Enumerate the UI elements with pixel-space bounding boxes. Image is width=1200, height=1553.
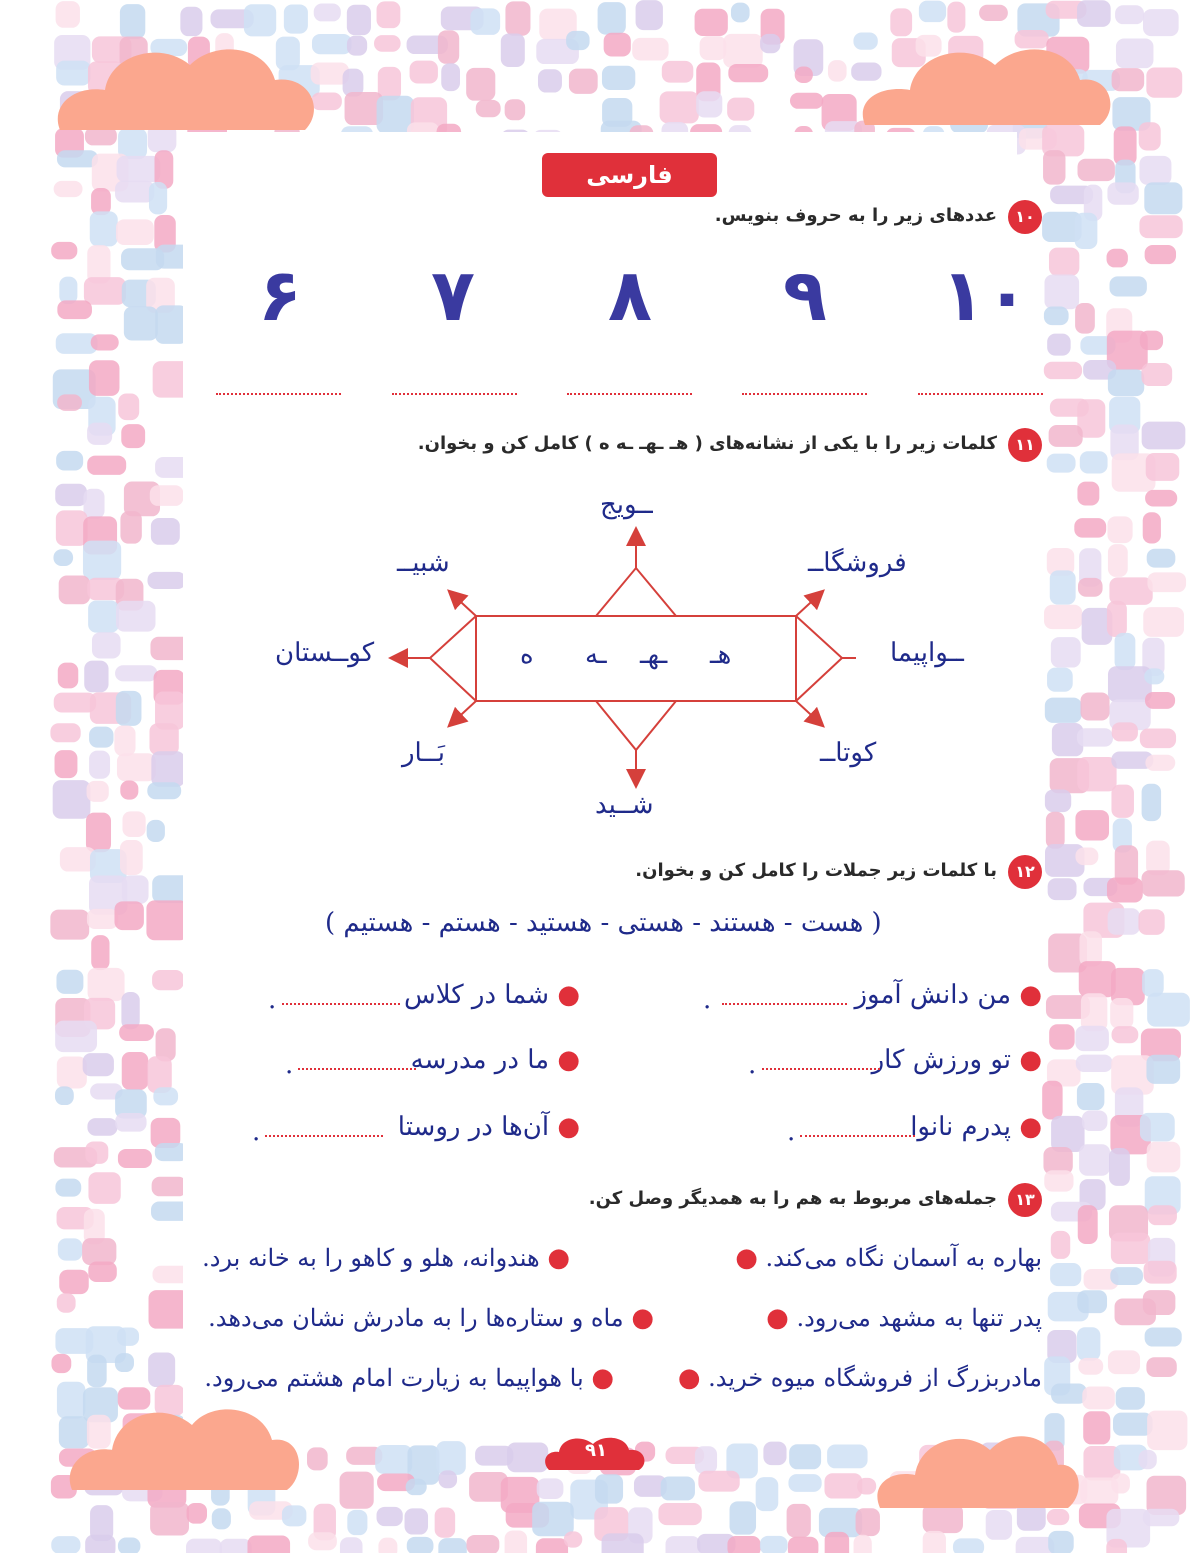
bullet: ● (1019, 1045, 1042, 1075)
match-right-3[interactable] (678, 1363, 1042, 1393)
letter-shape-diagram (380, 520, 860, 790)
number-7-glyph: ۷ (431, 253, 475, 337)
bullet: ● (557, 1112, 580, 1142)
match-text: بهاره به آسمان نگاه می‌کند. (765, 1244, 1042, 1272)
question-number-13: ۱۳ (1008, 1183, 1042, 1217)
center-mark-1: هـ (710, 640, 732, 670)
question-number-10: ۱۰ (1008, 200, 1042, 234)
cloud-decoration-bottom-right (870, 1420, 1080, 1515)
number-10-glyph: ۱۰ (941, 253, 1029, 337)
blank-right-3[interactable] (800, 1135, 915, 1137)
period: . (703, 985, 712, 1015)
question-11-instruction: کلمات زیر را با یکی از نشانه‌های ( هـ ـهـ ـه ه ) کامل کن و بخوان. (417, 433, 997, 454)
sentence-text: تو ورزش کار (871, 1045, 1012, 1075)
word-right: ــواپیما (890, 638, 964, 668)
match-text: ماه و ستاره‌ها را به مادرش نشان می‌دهد. (208, 1304, 624, 1332)
match-left-2[interactable] (208, 1303, 654, 1333)
match-right-2[interactable] (766, 1303, 1042, 1333)
match-text: مادربزرگ از فروشگاه میوه خرید. (708, 1364, 1042, 1392)
period: . (252, 1117, 261, 1147)
question-number-12: ۱۲ (1008, 855, 1042, 889)
sentence-right-3 (910, 1112, 1042, 1142)
sentence-text: آن‌ها در روستا (397, 1112, 550, 1142)
bullet: ● (557, 1045, 580, 1075)
bullet: ● (547, 1243, 570, 1273)
number-figure-9 (755, 250, 855, 340)
number-figure-8 (580, 250, 680, 340)
word-left: کوــستان (275, 638, 375, 668)
number-6-glyph: ۶ (258, 253, 302, 337)
bullet: ● (766, 1303, 789, 1333)
center-mark-3: ـه (585, 640, 607, 670)
bullet: ● (1019, 980, 1042, 1010)
answer-line-8[interactable] (567, 393, 692, 395)
answer-line-7[interactable] (392, 393, 517, 395)
subject-title-tab: فارسی (542, 153, 717, 197)
cloud-decoration-bottom-left (62, 1390, 302, 1500)
number-8-glyph: ۸ (608, 253, 652, 337)
sentence-text: من دانش آموز (854, 980, 1012, 1010)
word-top-left: شبیــ (397, 548, 450, 578)
center-mark-4: ه (520, 640, 534, 670)
center-mark-2: ـهـ (640, 640, 668, 670)
question-number-11: ۱۱ (1008, 428, 1042, 462)
sentence-right-2 (872, 1045, 1042, 1075)
sentence-left-2 (411, 1045, 580, 1075)
period: . (285, 1050, 294, 1080)
answer-line-10[interactable] (918, 393, 1043, 395)
question-12-instruction: با کلمات زیر جملات را کامل کن و بخوان. (635, 860, 997, 881)
blank-right-2[interactable] (762, 1068, 880, 1070)
word-bottom-left: بَــار (402, 738, 445, 768)
page-number: ۹۱ (585, 1440, 607, 1461)
bullet: ● (631, 1303, 654, 1333)
bullet: ● (1019, 1112, 1042, 1142)
answer-line-9[interactable] (742, 393, 867, 395)
sentence-text: پدرم نانوا (910, 1112, 1012, 1142)
number-figure-10 (925, 250, 1045, 340)
question-13-instruction: جمله‌های مربوط به هم را به همدیگر وصل کن. (588, 1188, 997, 1209)
cloud-decoration-top-right (855, 40, 1115, 130)
match-left-3[interactable] (204, 1363, 614, 1393)
sentence-left-3 (398, 1112, 580, 1142)
word-bank: ( هست - هستند - هستی - هستید - هستم - هستیم ) (325, 908, 882, 938)
match-left-1[interactable] (202, 1243, 570, 1273)
blank-left-2[interactable] (298, 1068, 416, 1070)
word-top: ــویج (600, 490, 653, 520)
period: . (787, 1117, 796, 1147)
bullet: ● (557, 980, 580, 1010)
number-figure-7 (403, 250, 503, 340)
cloud-decoration-top-left (50, 35, 325, 140)
sentence-text: ما در مدرسه (410, 1045, 550, 1075)
blank-left-1[interactable] (282, 1003, 400, 1005)
word-bottom: شــید (595, 790, 654, 820)
match-right-1[interactable] (735, 1243, 1042, 1273)
sentence-left-1 (404, 980, 580, 1010)
number-9-glyph: ۹ (783, 253, 827, 337)
bullet: ● (591, 1363, 614, 1393)
period: . (268, 985, 277, 1015)
bullet: ● (735, 1243, 758, 1273)
match-text: هندوانه، هلو و کاهو را به خانه برد. (202, 1244, 540, 1272)
sentence-text: شما در کلاس (404, 980, 550, 1010)
bullet: ● (677, 1363, 701, 1393)
answer-line-6[interactable] (216, 393, 341, 395)
match-text: پدر تنها به مشهد می‌رود. (796, 1304, 1042, 1332)
blank-right-1[interactable] (722, 1003, 847, 1005)
match-text: با هواپیما به زیارت امام هشتم می‌رود. (204, 1364, 584, 1392)
period: . (748, 1050, 757, 1080)
sentence-right-1 (854, 980, 1042, 1010)
question-10-instruction: عددهای زیر را به حروف بنویس. (714, 205, 997, 226)
word-top-right: فروشگاــ (808, 548, 907, 578)
blank-left-3[interactable] (265, 1135, 383, 1137)
word-bottom-right: کوتاــ (820, 738, 877, 768)
number-figure-6 (230, 250, 330, 340)
